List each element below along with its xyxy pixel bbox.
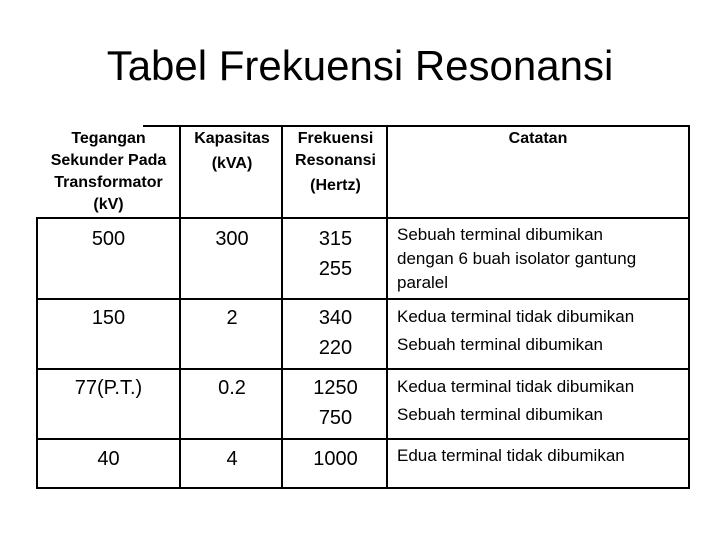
cell-kapasitas: 0.2 [218,377,246,399]
resonance-table [36,125,690,489]
frekuensi-value: 1250 [313,377,358,399]
table-border-top [143,125,690,127]
catatan-line: dengan 6 buah isolator gantung [397,249,637,268]
header-kapasitas-line: Kapasitas [194,130,270,147]
frekuensi-value: 220 [318,337,353,359]
catatan-line: Sebuah terminal dibumikan [397,225,604,244]
row-divider-2 [36,368,690,370]
cell-kapasitas: 2 [226,307,238,329]
cell-catatan [397,373,687,429]
catatan-line: paralel [397,273,449,292]
header-tegangan [36,128,181,216]
row-divider-3 [36,438,690,440]
header-tegangan-line: (kV) [93,196,124,213]
cell-frekuensi [283,303,388,363]
cell-frekuensi [283,373,388,433]
catatan-line: Sebuah terminal dibumikan [397,335,604,354]
cell-kapasitas: 4 [226,448,238,470]
catatan-line: Sebuah terminal dibumikan [397,405,604,424]
cell-catatan [397,303,687,359]
cell-kapasitas: 300 [215,228,249,250]
cell-tegangan: 77(P.T.) [74,377,143,399]
header-tegangan-line: Sekunder Pada [50,152,167,169]
frekuensi-value: 340 [318,307,353,329]
cell-catatan [397,223,687,295]
header-frekuensi-line: Frekuensi [297,130,374,147]
cell-tegangan: 500 [91,228,126,250]
header-tegangan-line: Transformator [54,174,163,191]
frekuensi-value: 255 [318,258,353,280]
header-kapasitas-line: (kVA) [211,155,253,172]
catatan-line: Edua terminal tidak dibumikan [397,446,625,465]
header-kapasitas [181,128,283,175]
catatan-line: Kedua terminal tidak dibumikan [397,377,635,396]
cell-frekuensi [283,444,388,474]
header-catatan [388,128,688,150]
cell-tegangan: 150 [91,307,126,329]
cell-catatan [397,444,687,468]
row-divider-header [36,217,690,219]
row-divider-1 [36,298,690,300]
table-border-right [688,125,690,489]
header-tegangan-line: Tegangan [71,130,146,147]
header-frekuensi [283,128,388,197]
frekuensi-value: 750 [318,407,353,429]
header-frekuensi-line: Resonansi [295,152,376,169]
table-border-bottom [36,487,690,489]
frekuensi-value: 315 [318,228,353,250]
frekuensi-value: 1000 [313,448,358,470]
cell-tegangan: 40 [97,448,120,470]
cell-frekuensi [283,224,388,284]
catatan-line: Kedua terminal tidak dibumikan [397,307,635,326]
header-catatan-line: Catatan [508,130,568,147]
page-title: Tabel Frekuensi Resonansi [106,42,614,89]
header-frekuensi-line: (Hertz) [310,177,361,194]
